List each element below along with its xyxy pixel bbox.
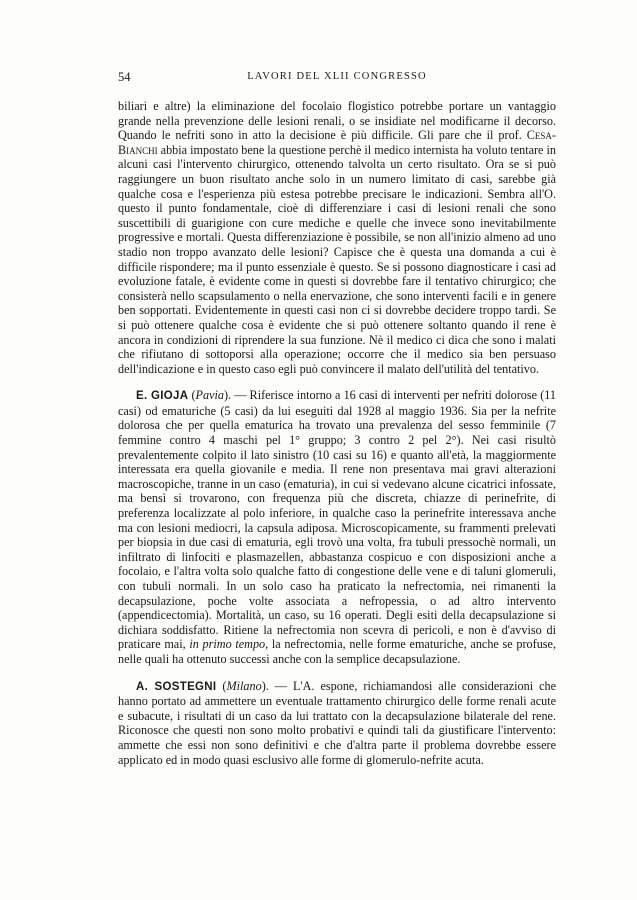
paragraph-text: , la nefrectomia, nelle forme ematuriche, anche se profuse, nelle quali ha ottenuto successi anche con la semplice decapsulazione. xyxy=(118,637,556,666)
paragraph-text: abbia impostato bene la questione perchè il medico internista ha voluto tentare in alcuni casi l'intervento chirurgico, ottenendo talvolta un certo risultato. Ora se si può raggiungere un buon risultato anche solo in un numero limitato di casi, sarebbe già qualche cosa e l'esperienza più estesa potrebbe precisare le indicazioni. Sembra all'O. questo il punto fondamentale, cioè di differenziare i casi di lesioni renali che sono suscettibili di guarigione con cure mediche e quelle che invece sono inevitabilmente progressive e mortali. Questa differenziazione è possibile, se non all'inizio almeno ad uno stadio non troppo avanzato delle lesioni? Capisce che è questa una domanda a cui è difficile rispondere; ma il punto essenziale è questo. Se si possono diagnosticare i casi ad evoluzione fatale, è evidente come in questi si dovrebbe fare il tentativo chirurgico; che consisterà nello scapsulamento o nella enervazione, che sono interventi facili e in genere ben sopportati. Evidentemente in questi casi non ci si dovrebbe decidere troppo tardi. Se si può ottenere qualche cosa è evidente che si può ottenere soltanto quando il rene è ancora in condizioni di riprendere la sua funzione. Nè il medico ci dica che sono i malati che rifiutano di sottoporsi alla operazione; occorre che il medico sia ben persuaso dell'indicazione e in questo caso egli può convincere il malato dell'utilità del tentativo. xyxy=(118,142,556,376)
author-city: Pavia xyxy=(195,388,224,403)
paragraph-text: ). — Riferisce intorno a 16 casi di interventi per nefriti dolorose (11 casi) od ematuriche (5 casi) da lui eseguiti dal 1928 al maggio 1936. Sia per la nefrite dolorosa che per quella ematurica ha trovato una prevalenza del sesso femminile (7 femmine contro 4 maschi pel 1° gruppo; 3 contro 2 pel 2°). Nei casi risultò prevalentemente colpito il lato sinistro (10 casi su 16) e quanto all'età, la maggiormente interessata era quella giovanile e media. Il rene non presentava mai gravi alterazioni macroscopiche, tranne in un caso (ematuria), in cui si vedevano alcune cicatrici infossate, ma bensì si trovarono, con frequenza più che discreta, chiazze di perinefrite, di preferenza localizzate al polo inferiore, in qualche caso la perinefrite interessava anche ma con lesioni mediocri, la capsula adiposa. Microscopicamente, su frammenti prelevati per biopsia in due casi di ematuria, egli trovò una volta, fra tubuli pressochè normali, un infiltrato di linfociti e plasmazellen, abbastanza cospicuo e con disposizioni anche a focolaio, e l'altra volta solo qualche fatto di congestione delle vene e di taluni glomeruli, con tubuli normali. In un solo caso ha praticato la nefrectomia, nei rimanenti la decapsulazione, poche volte associata a nefropessia, o ad altro intervento (appendicectomia). Mortalità, un caso, su 16 operati. Degli esiti della decapsulazione si dichiara soddisfatto. Ritiene la nefrectomia non scevra di pericoli, e non è d'avviso di praticare mai, xyxy=(118,388,556,652)
paragraph-text: ). — L'A. espone, richiamandosi alle considerazioni che hanno portato ad ammettere un eventuale trattamento chirurgico delle forme renali acute e subacute, i risultati di un caso da lui trattato con la decapsulazione bilaterale del rene. Riconosce che questi non sono molto probativi e quindi tali da giustificare l'intervento: ammette che essi non sono definitivi e che d'altra parte il problema dovrebbe essere applicato ed in modo quasi esclusivo alle forme di glomerulo-nefrite acuta. xyxy=(118,678,557,767)
paragraph-continuation xyxy=(118,99,556,376)
page-number: 54 xyxy=(118,70,131,84)
body-text xyxy=(118,99,556,767)
running-title: LAVORI DEL XLII CONGRESSO xyxy=(247,71,427,82)
paragraph-gioja: E. GIOJA (Pavia). — Riferisce intorno a 16 casi di interventi per nefriti dolorose (11 casi) od ematuriche (5 casi) da lui eseguiti dal 1928 al maggio 1936. Sia per la nefrite dolorosa che per quella ematurica ha trovato una prevalenza del sesso femminile (7 femmine contro 4 maschi pel 1° gruppo; 3 contro 2 pel 2°). Nei casi risultò prevalentemente colpito il lato sinistro (10 casi su 16) e quanto all'età, la maggiormente interessata era quella giovanile e media. Il rene non presentava mai gravi alterazioni macroscopiche, tranne in un caso (ematuria), in cui si vedevano alcune cicatrici infossate, ma bensì si trovarono, con frequenza più che discreta, chiazze di perinefrite, di preferenza localizzate al polo inferiore, in qualche caso la perinefrite interessava anche ma con lesioni mediocri, la capsula adiposa. Microscopicamente, su frammenti prelevati per biopsia in due casi di ematuria, egli trovò una volta, fra tubuli pressochè normali, un infiltrato di linfociti e plasmazellen, abbastanza cospicuo e con disposizioni anche a focolaio, e l'altra volta solo qualche fatto di congestione delle vene e di taluni glomeruli, con tubuli normali. In un solo caso ha praticato la nefrectomia, nei rimanenti la decapsulazione, poche volte associata a nefropessia, o ad altro intervento (appendicectomia). Mortalità, un caso, su 16 operati. Degli esiti della decapsulazione si dichiara soddisfatto. Ritiene la nefrectomia non scevra di pericoli, e non è d'avviso di praticare mai, in primo tempo, la nefrectomia, nelle forme ematuriche, anche se profuse, nelle quali ha ottenuto successi anche con la semplice decapsulazione. xyxy=(118,388,556,666)
paragraph-sostegni: A. SOSTEGNI (Milano). — L'A. espone, richiamandosi alle considerazioni che hanno portato ad ammettere un eventuale trattamento chirurgico delle forme renali acute e subacute, i risultati di un caso da lui trattato con la decapsulazione bilaterale del rene. Riconosce che questi non sono molto probativi e quindi tali da giustificare l'intervento: ammette che essi non sono definitivi e che d'altra parte il problema dovrebbe essere applicato ed in modo quasi esclusivo alle forme di glomerulo-nefrite acuta. xyxy=(118,678,557,767)
author-city: Milano xyxy=(226,678,262,693)
italic-phrase: in primo tempo xyxy=(189,637,266,652)
cited-name: Cesa-Bianchi xyxy=(118,128,556,157)
author-name: A. SOSTEGNI xyxy=(136,680,217,693)
page-header xyxy=(118,70,556,86)
author-name: E. GIOJA xyxy=(136,390,189,403)
paragraph-text: biliari e altre) la eliminazione del focolaio flogistico potrebbe portare un vantaggio grande nella prevenzione delle lesioni renali, o se insidiate nel modificarne il decorso. Quando le nefriti sono in atto la decisione è più difficile. Gli pare che il prof. xyxy=(118,99,556,143)
